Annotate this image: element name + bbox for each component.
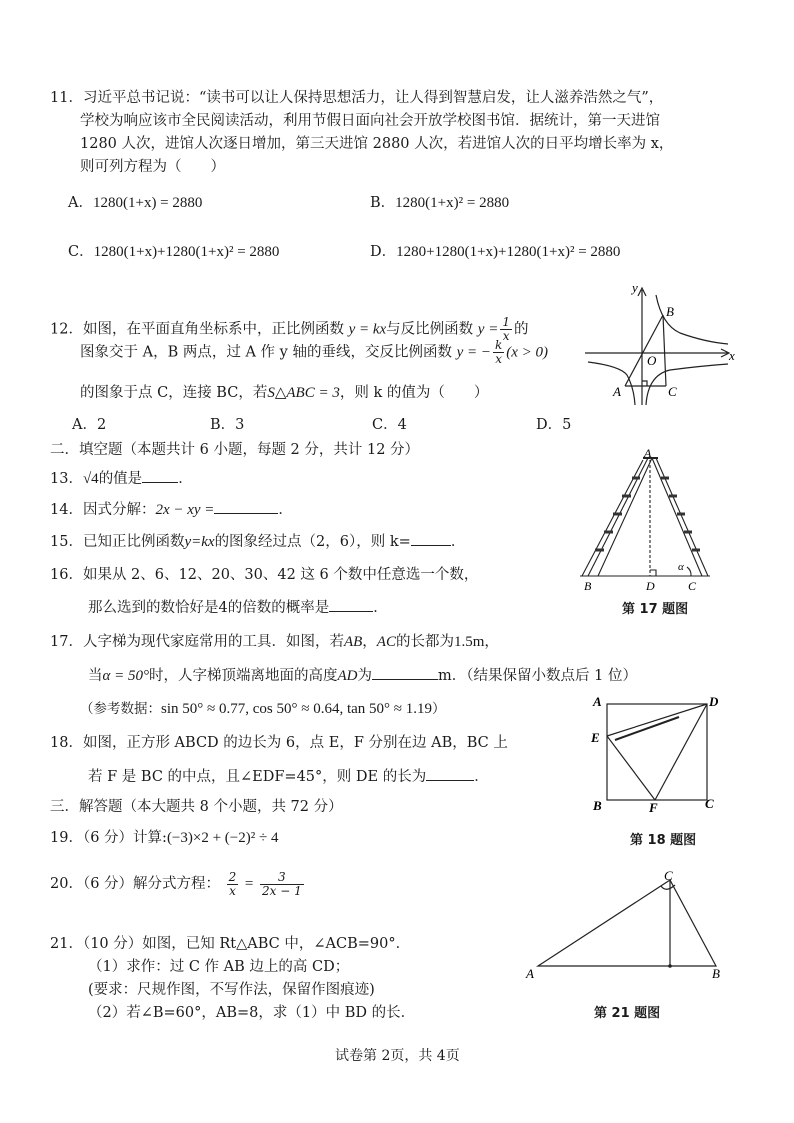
- label-a: A: [613, 384, 621, 399]
- ladder-left-rail: [588, 458, 648, 576]
- page-footer: 试卷第 2页，共 4页: [335, 1048, 460, 1064]
- label-d: D: [646, 579, 655, 593]
- q17-line1: 17．人字梯为现代家庭常用的工具．如图，若AB，AC的长都为1.5m，: [50, 634, 499, 650]
- ladder-steps: [595, 478, 700, 550]
- fig18-caption: 第 18 题图: [630, 833, 697, 848]
- segment-bc: [663, 315, 666, 386]
- square-abcd: [607, 704, 707, 800]
- q12-coordinate-figure: [580, 280, 740, 410]
- q11-line2: 学校为响应该市全民阅读活动，利用节假日面向社会开放学校图书馆．据统计，第一天进馆: [80, 113, 660, 129]
- line-y-kx: [625, 315, 663, 386]
- q19: 19．（6 分）计算:(−3)×2 + (−2)² ÷ 4: [50, 830, 279, 846]
- q21-line1: 21．（10 分）如图，已知 Rt△ABC 中，∠ACB=90°．: [50, 936, 411, 952]
- q12-option-c: C．4: [372, 417, 407, 433]
- q12-line1: 12．如图，在平面直角坐标系中，正比例函数 y = kx与反比例函数 y = $\frac{1}{x}$ 的: [50, 315, 529, 343]
- answer-blank[interactable]: [142, 468, 178, 483]
- pencil-mark: [615, 717, 679, 740]
- label-y: y: [632, 280, 638, 295]
- q18-line1: 18．如图，正方形 ABCD 的边长为 6，点 E，F 分别在边 AB，BC 上: [50, 735, 508, 751]
- point-d: [668, 964, 672, 968]
- label-a: A: [593, 694, 602, 709]
- hyperbola-neg-k: [646, 364, 728, 405]
- q16-line1: 16．如果从 2、6、12、20、30、42 这 6 个数中任意选一个数，: [50, 567, 479, 583]
- q11-option-d: D．1280+1280(1+x)+1280(1+x)² = 2880: [370, 244, 621, 260]
- q12-option-a: A．2: [72, 417, 107, 433]
- hyperbola-branch-2: [588, 362, 635, 405]
- answer-blank[interactable]: [329, 597, 373, 612]
- q17-reference-data: （参考数据：sin 50° ≈ 0.77, cos 50° ≈ 0.64, tan 50° ≈ 1.19）: [80, 701, 446, 717]
- answer-blank[interactable]: [372, 665, 438, 680]
- label-alpha: α: [678, 561, 684, 573]
- ladder-right-rail: [652, 458, 702, 576]
- label-o: O: [647, 353, 657, 368]
- fig21-triangle: [520, 870, 730, 982]
- right-angle-mark: [650, 570, 656, 576]
- label-c: C: [664, 870, 673, 883]
- label-b: B: [666, 304, 674, 319]
- segment-ef: [607, 736, 655, 800]
- q11-line4: 则可列方程为（ ）: [80, 159, 225, 175]
- hyperbola-branch-1: [656, 295, 728, 344]
- q11-line1: 11．习近平总书记说：“读书可以让人保持思想活力，让人得到智慧启发，让人滋养浩然之气”，: [50, 90, 664, 106]
- fig17-ladder: [580, 448, 710, 593]
- fraction: $\frac{3}{2x - 1}$: [261, 869, 302, 898]
- right-angle-mark: [642, 381, 647, 386]
- label-c: C: [705, 796, 714, 811]
- label-a: A: [644, 448, 652, 460]
- answer-blank[interactable]: [214, 499, 278, 514]
- label-e: E: [591, 730, 600, 745]
- ladder-left-rail-inner: [598, 458, 652, 576]
- answer-blank[interactable]: [426, 766, 474, 781]
- fig18-square: [585, 690, 720, 812]
- label-a: A: [526, 966, 534, 981]
- q21-line2: （1）求作：过 C 作 AB 边上的高 CD；: [88, 959, 350, 975]
- section-2-heading: 二．填空题（本题共计 6 小题，每题 2 分，共计 12 分）: [50, 442, 420, 458]
- label-d: D: [709, 694, 719, 709]
- section-3-heading: 三．解答题（本大题共 8 个小题，共 72 分）: [50, 799, 343, 815]
- q17-line2: 当α = 50°时，人字梯顶端离地面的高度AD为 m．（结果保留小数点后 1 位）: [88, 665, 637, 686]
- q11-option-b: B．1280(1+x)² = 2880: [370, 195, 510, 211]
- label-b: B: [593, 798, 602, 812]
- angle-alpha-arc: [687, 567, 691, 576]
- q11-line3: 1280 人次，进馆人次逐日增加，第三天进馆 2880 人次，若进馆人次的日平均增长率为 x，: [80, 136, 674, 152]
- q15: 15．已知正比例函数y=kx的图象经过点（2，6），则 k= ．: [50, 531, 465, 552]
- label-b: B: [584, 579, 592, 593]
- answer-blank[interactable]: [411, 531, 451, 546]
- triangle-abc: [538, 880, 716, 966]
- q18-line2: 若 F 是 BC 的中点，且∠EDF=45°，则 DE 的长为 ．: [88, 766, 489, 787]
- q13: 13．√4的值是 ．: [50, 468, 193, 489]
- q12-line3: 的图象于点 C，连接 BC，若S△ABC = 3，则 k 的值为（ ）: [80, 385, 489, 401]
- q21-line4: （2）若∠B=60°，AB=8，求（1）中 BD 的长．: [88, 1005, 416, 1021]
- q11-number: 11．: [50, 90, 83, 106]
- q16-line2: 那么选到的数恰好是4的倍数的概率是 ．: [88, 597, 388, 618]
- fraction: $\frac{1}{x}$: [502, 315, 510, 343]
- q14: 14．因式分解：2x − xy = ．: [50, 499, 293, 520]
- q21-line3: (要求：尺规作图，不写作法，保留作图痕迹): [88, 982, 375, 998]
- fraction: $\frac{2}{x}$: [228, 869, 237, 898]
- fig21-caption: 第 21 题图: [594, 1006, 661, 1021]
- label-b: B: [712, 966, 720, 981]
- q12-line2: 图象交于 A，B 两点，过 A 作 y 轴的垂线，交反比例函数 y = − $\frac{k}{x}$ (x > 0): [80, 338, 549, 366]
- label-c: C: [688, 579, 697, 593]
- q12-option-b: B．3: [210, 417, 245, 433]
- label-f: F: [649, 800, 658, 812]
- q11-option-a: A．1280(1+x) = 2880: [68, 195, 203, 211]
- q11-option-c: C．1280(1+x)+1280(1+x)² = 2880: [68, 244, 280, 260]
- q12-option-d: D．5: [536, 417, 572, 433]
- fraction: $\frac{k}{x}$: [494, 338, 503, 366]
- label-c: C: [668, 384, 677, 399]
- ladder-right-rail-outer: [656, 458, 708, 576]
- q20: 20．（6 分）解分式方程： $\frac{2}{x}$ = $\frac{3}{2x - 1}$: [50, 869, 302, 898]
- fig17-caption: 第 17 题图: [622, 602, 689, 617]
- label-x: x: [729, 348, 735, 363]
